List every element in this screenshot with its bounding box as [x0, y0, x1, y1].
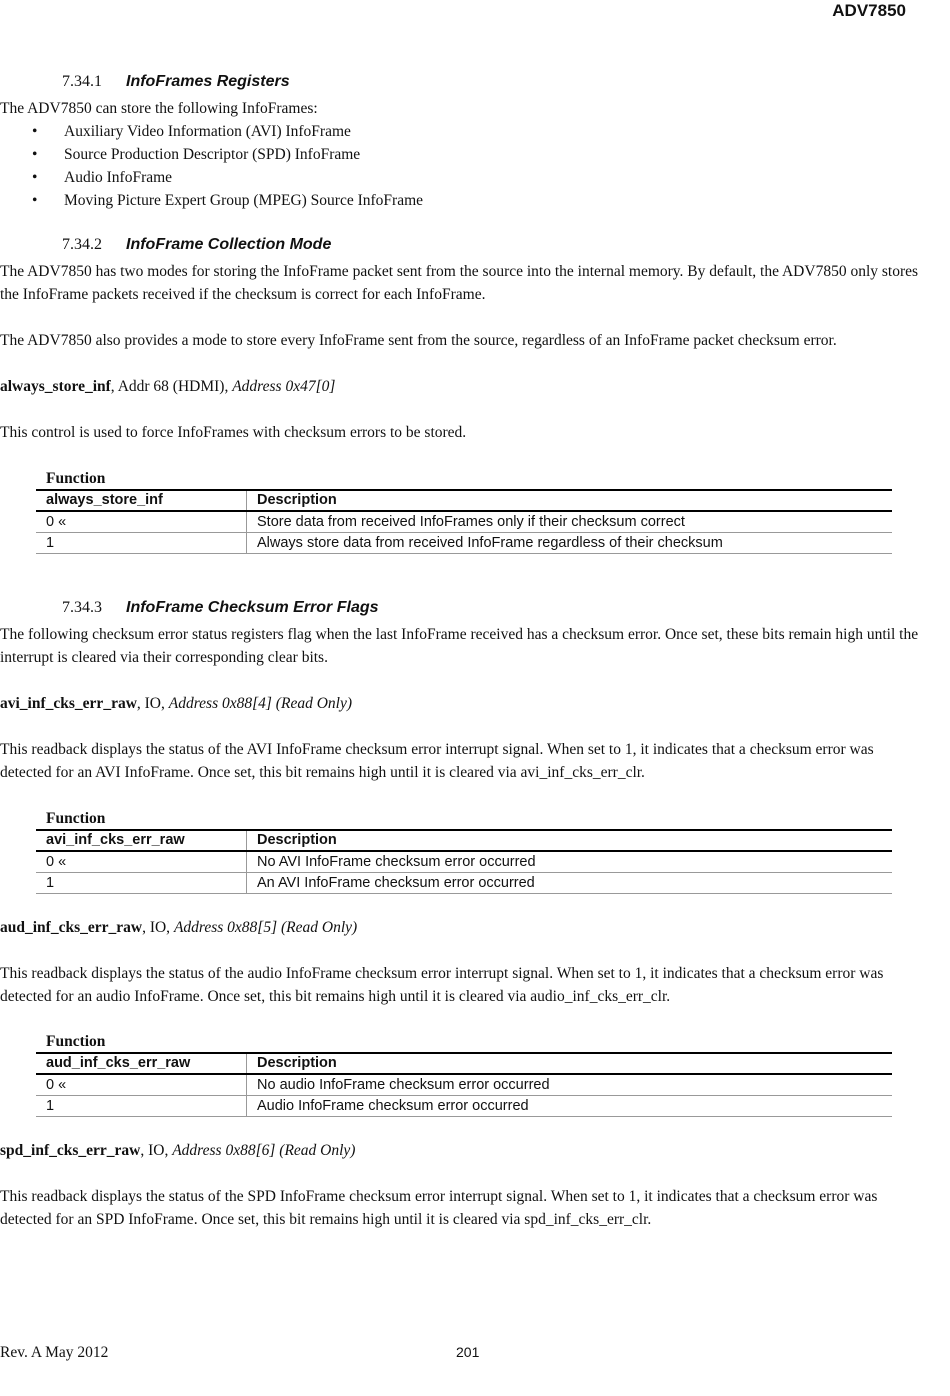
function-table-aud [36, 1032, 892, 1117]
function-table-avi [36, 809, 892, 894]
infoframe-list [0, 120, 920, 212]
function-label: Function [46, 470, 106, 487]
table-row [36, 512, 892, 533]
register-line-avi [0, 692, 920, 715]
table-cell: Audio InfoFrame checksum error occurred [257, 1098, 529, 1114]
section-heading-7-34-3 [62, 596, 379, 619]
paragraph-text: This readback displays the status of the AVI InfoFrame checksum error interrupt signal. When set to 1, it indicates that a checksum error was detected for an AVI InfoFrame. Once set, this bit remains high until it is cleared via avi_inf_cks_err_clr. [0, 741, 874, 781]
register-description [0, 738, 920, 784]
paragraph-text: The ADV7850 has two modes for storing the InfoFrame packet sent from the source into the internal memory. By default, the ADV7850 only stores the InfoFrame packets received if the checksum is correct for each InfoFrame. [0, 263, 919, 303]
section-title: InfoFrame Checksum Error Flags [126, 599, 379, 616]
list-item-text: Audio InfoFrame [64, 169, 173, 186]
section-number: 7.34.2 [62, 236, 102, 253]
register-name: spd_inf_cks_err_raw [0, 1142, 141, 1159]
table-header-row [36, 489, 892, 512]
table-cell: Store data from received InfoFrames only if their checksum correct [257, 514, 685, 530]
paragraph-text: This control is used to force InfoFrames with checksum errors to be stored. [0, 424, 467, 441]
bullet-icon: • [32, 123, 38, 140]
column-header: Description [257, 1055, 337, 1071]
section-heading-7-34-1 [62, 70, 290, 93]
table-cell: No audio InfoFrame checksum error occurred [257, 1077, 550, 1093]
list-item [0, 189, 920, 212]
register-name: aud_inf_cks_err_raw [0, 919, 143, 936]
bullet-icon: • [32, 192, 38, 209]
paragraph-text: The ADV7850 also provides a mode to store every InfoFrame sent from the source, regardless of an InfoFrame packet checksum error. [0, 332, 837, 349]
table-row [36, 1075, 892, 1096]
register-location: , IO, [136, 695, 169, 712]
register-address: Address 0x88[4] (Read Only) [168, 695, 352, 712]
table-header-row [36, 829, 892, 852]
collection-mode-paragraph-2 [0, 329, 920, 352]
column-header: aud_inf_cks_err_raw [36, 1054, 247, 1073]
list-item [0, 143, 920, 166]
register-line-aud [0, 916, 920, 939]
column-header: Description [257, 832, 337, 848]
table-header-row [36, 1052, 892, 1075]
table-cell: An AVI InfoFrame checksum error occurred [257, 875, 535, 891]
list-item-text: Moving Picture Expert Group (MPEG) Source InfoFrame [64, 192, 424, 209]
section-title: InfoFrames Registers [126, 73, 290, 90]
register-description [0, 421, 920, 444]
list-item [0, 166, 920, 189]
register-line-spd [0, 1139, 920, 1162]
register-address: Address 0x47[0] [232, 378, 336, 395]
table-row [36, 873, 892, 894]
column-header: always_store_inf [36, 491, 247, 510]
paragraph-text: This readback displays the status of the SPD InfoFrame checksum error interrupt signal. When set to 1, it indicates that a checksum error was detected for an SPD InfoFrame. Once set, this bit remains high until it is cleared via spd_inf_cks_err_clr. [0, 1188, 878, 1228]
table-row [36, 1096, 892, 1117]
table-cell: Always store data from received InfoFrame regardless of their checksum [257, 535, 723, 551]
function-table-always-store-inf [36, 469, 892, 554]
table-cell: 1 [36, 1096, 247, 1116]
register-name: avi_inf_cks_err_raw [0, 695, 137, 712]
table-cell: 0 « [36, 512, 247, 532]
register-name: always_store_inf [0, 378, 111, 395]
column-header: avi_inf_cks_err_raw [36, 831, 247, 850]
section-number: 7.34.3 [62, 599, 102, 616]
table-cell: 0 « [36, 1075, 247, 1095]
register-location: , IO, [140, 1142, 173, 1159]
document-header-title: ADV7850 [832, 1, 906, 20]
footer-revision: Rev. A May 2012 [0, 1344, 109, 1361]
paragraph-text: This readback displays the status of the audio InfoFrame checksum error interrupt signal. When set to 1, it indicates that a checksum error was detected for an audio InfoFrame. Once set, this bit remains high until it is cleared via audio_inf_cks_err_clr. [0, 965, 884, 1005]
register-location: , IO, [142, 919, 174, 936]
infoframe-intro-block [0, 97, 920, 212]
function-label: Function [46, 810, 106, 827]
bullet-icon: • [32, 169, 38, 186]
table-row [36, 533, 892, 554]
list-item [0, 120, 920, 143]
bullet-icon: • [32, 146, 38, 163]
intro-paragraph: The ADV7850 can store the following InfoFrames: [0, 100, 318, 117]
list-item-text: Auxiliary Video Information (AVI) InfoFrame [64, 123, 351, 140]
section-heading-7-34-2 [62, 233, 331, 256]
column-header: Description [257, 492, 337, 508]
table-cell: 0 « [36, 852, 247, 872]
list-item-text: Source Production Descriptor (SPD) InfoFrame [64, 146, 361, 163]
table-cell: 1 [36, 533, 247, 553]
register-location: , Addr 68 (HDMI), [110, 378, 233, 395]
collection-mode-paragraph-1 [0, 260, 920, 306]
table-row [36, 852, 892, 873]
register-line-always-store-inf [0, 375, 920, 398]
table-cell: No AVI InfoFrame checksum error occurred [257, 854, 536, 870]
page-number: 201 [456, 1344, 480, 1360]
register-description [0, 1185, 920, 1231]
register-address: Address 0x88[6] (Read Only) [172, 1142, 356, 1159]
section-title: InfoFrame Collection Mode [126, 236, 332, 253]
register-description [0, 962, 920, 1008]
checksum-flags-paragraph [0, 623, 920, 669]
function-label: Function [46, 1033, 106, 1050]
section-number: 7.34.1 [62, 73, 102, 90]
register-address: Address 0x88[5] (Read Only) [173, 919, 358, 936]
table-cell: 1 [36, 873, 247, 893]
paragraph-text: The following checksum error status registers flag when the last InfoFrame received has a checksum error. Once set, these bits remain high until the interrupt is cleared via their corresponding clear bits. [0, 626, 919, 666]
